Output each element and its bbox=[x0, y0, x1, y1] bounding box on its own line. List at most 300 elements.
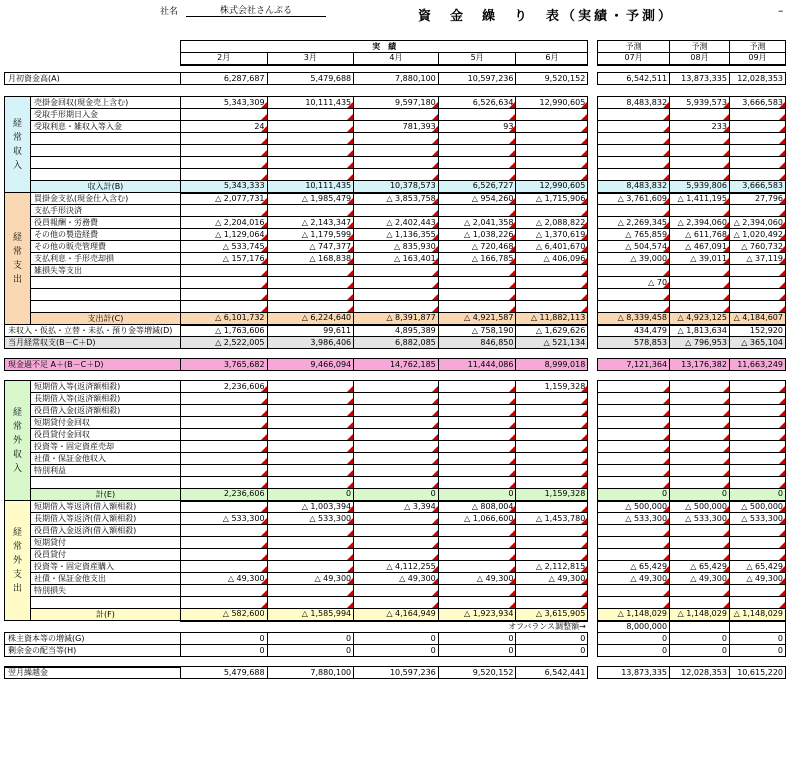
value-cell[interactable] bbox=[438, 205, 516, 217]
value-cell[interactable]: △ 533,300 bbox=[729, 513, 785, 525]
value-cell[interactable] bbox=[438, 441, 516, 453]
value-cell[interactable] bbox=[438, 405, 516, 417]
value-cell[interactable]: △ 2,143,347 bbox=[267, 217, 354, 229]
value-cell[interactable] bbox=[354, 513, 439, 525]
value-cell[interactable]: 6,542,441 bbox=[516, 667, 588, 679]
value-cell[interactable]: △ 1,411,195 bbox=[670, 193, 730, 205]
value-cell[interactable] bbox=[516, 453, 588, 465]
value-cell[interactable]: △ 1,066,600 bbox=[438, 513, 516, 525]
value-cell[interactable] bbox=[267, 265, 354, 277]
value-cell[interactable] bbox=[354, 133, 439, 145]
value-cell[interactable] bbox=[180, 301, 267, 313]
value-cell[interactable] bbox=[180, 417, 267, 429]
value-cell[interactable] bbox=[180, 169, 267, 181]
value-cell[interactable]: 0 bbox=[670, 489, 730, 501]
value-cell[interactable]: 12,990,605 bbox=[516, 181, 588, 193]
value-cell[interactable]: 8,999,018 bbox=[516, 359, 588, 371]
value-cell[interactable] bbox=[438, 169, 516, 181]
value-cell[interactable]: △ 6,224,640 bbox=[267, 313, 354, 325]
value-cell[interactable] bbox=[438, 301, 516, 313]
value-cell[interactable]: △ 533,300 bbox=[670, 513, 730, 525]
offbalance-value[interactable] bbox=[670, 621, 730, 633]
value-cell[interactable] bbox=[729, 265, 785, 277]
value-cell[interactable] bbox=[438, 393, 516, 405]
value-cell[interactable] bbox=[354, 477, 439, 489]
value-cell[interactable]: △ 582,600 bbox=[180, 609, 267, 621]
value-cell[interactable]: △ 533,300 bbox=[180, 513, 267, 525]
value-cell[interactable]: 0 bbox=[267, 633, 354, 645]
value-cell[interactable] bbox=[598, 585, 670, 597]
value-cell[interactable] bbox=[670, 157, 730, 169]
value-cell[interactable]: 11,444,086 bbox=[438, 359, 516, 371]
value-cell[interactable] bbox=[729, 109, 785, 121]
value-cell[interactable] bbox=[180, 549, 267, 561]
value-cell[interactable] bbox=[516, 205, 588, 217]
value-cell[interactable] bbox=[267, 597, 354, 609]
value-cell[interactable] bbox=[598, 453, 670, 465]
value-cell[interactable]: △ 2,077,731 bbox=[180, 193, 267, 205]
value-cell[interactable] bbox=[516, 537, 588, 549]
value-cell[interactable] bbox=[670, 169, 730, 181]
value-cell[interactable] bbox=[438, 561, 516, 573]
value-cell[interactable] bbox=[670, 597, 730, 609]
value-cell[interactable] bbox=[598, 465, 670, 477]
value-cell[interactable] bbox=[516, 549, 588, 561]
value-cell[interactable] bbox=[267, 157, 354, 169]
value-cell[interactable] bbox=[438, 549, 516, 561]
value-cell[interactable]: 6,287,687 bbox=[180, 73, 267, 85]
value-cell[interactable] bbox=[438, 265, 516, 277]
value-cell[interactable] bbox=[729, 405, 785, 417]
value-cell[interactable]: △ 70 bbox=[598, 277, 670, 289]
value-cell[interactable] bbox=[729, 597, 785, 609]
value-cell[interactable]: 152,920 bbox=[729, 325, 785, 337]
value-cell[interactable] bbox=[354, 393, 439, 405]
value-cell[interactable] bbox=[598, 477, 670, 489]
value-cell[interactable]: 24 bbox=[180, 121, 267, 133]
value-cell[interactable] bbox=[180, 585, 267, 597]
value-cell[interactable]: △ 500,000 bbox=[729, 501, 785, 513]
value-cell[interactable]: △ 504,574 bbox=[598, 241, 670, 253]
value-cell[interactable] bbox=[729, 169, 785, 181]
value-cell[interactable]: △ 3,394 bbox=[354, 501, 439, 513]
value-cell[interactable]: △ 2,088,822 bbox=[516, 217, 588, 229]
value-cell[interactable] bbox=[180, 453, 267, 465]
value-cell[interactable]: △ 954,260 bbox=[438, 193, 516, 205]
value-cell[interactable] bbox=[354, 441, 439, 453]
value-cell[interactable]: 10,378,573 bbox=[354, 181, 439, 193]
value-cell[interactable]: △ 39,000 bbox=[598, 253, 670, 265]
offbalance-value[interactable]: 8,000,000 bbox=[598, 621, 670, 633]
value-cell[interactable] bbox=[729, 133, 785, 145]
value-cell[interactable]: △ 2,402,443 bbox=[354, 217, 439, 229]
value-cell[interactable] bbox=[267, 417, 354, 429]
value-cell[interactable]: △ 760,732 bbox=[729, 241, 785, 253]
value-cell[interactable] bbox=[438, 133, 516, 145]
value-cell[interactable]: △ 2,112,815 bbox=[516, 561, 588, 573]
value-cell[interactable]: 9,520,152 bbox=[438, 667, 516, 679]
value-cell[interactable]: △ 1,813,634 bbox=[670, 325, 730, 337]
value-cell[interactable]: 0 bbox=[354, 645, 439, 657]
value-cell[interactable] bbox=[516, 429, 588, 441]
value-cell[interactable]: △ 8,391,877 bbox=[354, 313, 439, 325]
value-cell[interactable]: 6,542,511 bbox=[598, 73, 670, 85]
value-cell[interactable]: △ 4,921,587 bbox=[438, 313, 516, 325]
value-cell[interactable] bbox=[516, 277, 588, 289]
value-cell[interactable] bbox=[438, 429, 516, 441]
value-cell[interactable]: 0 bbox=[438, 489, 516, 501]
value-cell[interactable] bbox=[180, 289, 267, 301]
value-cell[interactable]: △ 49,300 bbox=[438, 573, 516, 585]
value-cell[interactable]: 14,762,185 bbox=[354, 359, 439, 371]
value-cell[interactable]: 0 bbox=[670, 645, 730, 657]
value-cell[interactable] bbox=[438, 289, 516, 301]
value-cell[interactable]: △ 1,020,492 bbox=[729, 229, 785, 241]
value-cell[interactable]: 5,939,806 bbox=[670, 181, 730, 193]
value-cell[interactable]: 0 bbox=[729, 645, 785, 657]
value-cell[interactable] bbox=[598, 525, 670, 537]
value-cell[interactable] bbox=[516, 133, 588, 145]
value-cell[interactable] bbox=[354, 289, 439, 301]
value-cell[interactable]: △ 49,300 bbox=[267, 573, 354, 585]
value-cell[interactable] bbox=[267, 301, 354, 313]
value-cell[interactable] bbox=[598, 265, 670, 277]
value-cell[interactable] bbox=[354, 381, 439, 393]
value-cell[interactable]: 0 bbox=[670, 633, 730, 645]
value-cell[interactable]: 10,597,236 bbox=[354, 667, 439, 679]
value-cell[interactable]: 5,479,688 bbox=[180, 667, 267, 679]
value-cell[interactable] bbox=[598, 549, 670, 561]
value-cell[interactable]: 7,880,100 bbox=[354, 73, 439, 85]
value-cell[interactable] bbox=[729, 277, 785, 289]
value-cell[interactable]: △ 611,768 bbox=[670, 229, 730, 241]
value-cell[interactable] bbox=[729, 289, 785, 301]
value-cell[interactable] bbox=[516, 393, 588, 405]
value-cell[interactable] bbox=[438, 277, 516, 289]
value-cell[interactable]: △ 521,134 bbox=[516, 337, 588, 349]
value-cell[interactable] bbox=[267, 549, 354, 561]
value-cell[interactable]: △ 163,401 bbox=[354, 253, 439, 265]
value-cell[interactable] bbox=[516, 109, 588, 121]
value-cell[interactable]: △ 467,091 bbox=[670, 241, 730, 253]
value-cell[interactable] bbox=[670, 405, 730, 417]
value-cell[interactable] bbox=[670, 585, 730, 597]
value-cell[interactable] bbox=[438, 465, 516, 477]
value-cell[interactable]: △ 758,190 bbox=[438, 325, 516, 337]
value-cell[interactable]: △ 533,300 bbox=[267, 513, 354, 525]
value-cell[interactable] bbox=[598, 417, 670, 429]
value-cell[interactable]: 1,159,328 bbox=[516, 381, 588, 393]
value-cell[interactable]: 10,597,236 bbox=[438, 73, 516, 85]
value-cell[interactable] bbox=[670, 393, 730, 405]
value-cell[interactable]: △ 1,453,780 bbox=[516, 513, 588, 525]
value-cell[interactable] bbox=[598, 289, 670, 301]
value-cell[interactable]: 10,111,435 bbox=[267, 97, 354, 109]
value-cell[interactable] bbox=[438, 109, 516, 121]
value-cell[interactable]: 9,466,094 bbox=[267, 359, 354, 371]
value-cell[interactable]: 0 bbox=[180, 633, 267, 645]
value-cell[interactable] bbox=[180, 537, 267, 549]
value-cell[interactable]: △ 49,300 bbox=[516, 573, 588, 585]
value-cell[interactable]: 434,479 bbox=[598, 325, 670, 337]
value-cell[interactable]: △ 39,011 bbox=[670, 253, 730, 265]
value-cell[interactable]: 0 bbox=[180, 645, 267, 657]
value-cell[interactable]: △ 500,000 bbox=[598, 501, 670, 513]
value-cell[interactable] bbox=[354, 145, 439, 157]
value-cell[interactable] bbox=[354, 157, 439, 169]
value-cell[interactable]: 0 bbox=[354, 633, 439, 645]
value-cell[interactable] bbox=[729, 381, 785, 393]
value-cell[interactable]: 7,880,100 bbox=[267, 667, 354, 679]
value-cell[interactable] bbox=[729, 393, 785, 405]
value-cell[interactable] bbox=[438, 585, 516, 597]
value-cell[interactable]: △ 720,468 bbox=[438, 241, 516, 253]
value-cell[interactable] bbox=[438, 597, 516, 609]
value-cell[interactable] bbox=[438, 145, 516, 157]
value-cell[interactable] bbox=[729, 525, 785, 537]
value-cell[interactable]: 99,611 bbox=[267, 325, 354, 337]
value-cell[interactable]: 13,873,335 bbox=[670, 73, 730, 85]
value-cell[interactable] bbox=[180, 429, 267, 441]
value-cell[interactable] bbox=[267, 205, 354, 217]
value-cell[interactable] bbox=[354, 597, 439, 609]
value-cell[interactable] bbox=[438, 381, 516, 393]
value-cell[interactable] bbox=[598, 121, 670, 133]
value-cell[interactable]: △ 157,176 bbox=[180, 253, 267, 265]
value-cell[interactable] bbox=[670, 277, 730, 289]
value-cell[interactable]: 6,882,085 bbox=[354, 337, 439, 349]
value-cell[interactable]: △ 49,300 bbox=[729, 573, 785, 585]
value-cell[interactable] bbox=[516, 465, 588, 477]
value-cell[interactable]: △ 3,853,758 bbox=[354, 193, 439, 205]
value-cell[interactable] bbox=[354, 205, 439, 217]
value-cell[interactable]: 13,873,335 bbox=[598, 667, 670, 679]
value-cell[interactable] bbox=[180, 145, 267, 157]
value-cell[interactable]: 0 bbox=[438, 645, 516, 657]
value-cell[interactable]: 27,796 bbox=[729, 193, 785, 205]
value-cell[interactable] bbox=[180, 561, 267, 573]
value-cell[interactable] bbox=[180, 157, 267, 169]
value-cell[interactable]: 93 bbox=[438, 121, 516, 133]
value-cell[interactable] bbox=[670, 145, 730, 157]
value-cell[interactable]: 6,526,727 bbox=[438, 181, 516, 193]
value-cell[interactable]: 11,663,249 bbox=[729, 359, 785, 371]
value-cell[interactable]: △ 11,882,113 bbox=[516, 313, 588, 325]
value-cell[interactable]: 578,853 bbox=[598, 337, 670, 349]
value-cell[interactable] bbox=[598, 381, 670, 393]
value-cell[interactable] bbox=[516, 265, 588, 277]
value-cell[interactable] bbox=[729, 121, 785, 133]
value-cell[interactable] bbox=[267, 429, 354, 441]
value-cell[interactable]: 2,236,606 bbox=[180, 489, 267, 501]
value-cell[interactable]: 3,986,406 bbox=[267, 337, 354, 349]
value-cell[interactable] bbox=[267, 145, 354, 157]
value-cell[interactable]: △ 365,104 bbox=[729, 337, 785, 349]
value-cell[interactable] bbox=[729, 585, 785, 597]
value-cell[interactable]: 0 bbox=[598, 633, 670, 645]
value-cell[interactable] bbox=[670, 453, 730, 465]
value-cell[interactable] bbox=[670, 301, 730, 313]
value-cell[interactable]: 0 bbox=[438, 633, 516, 645]
value-cell[interactable] bbox=[354, 169, 439, 181]
value-cell[interactable] bbox=[180, 265, 267, 277]
value-cell[interactable] bbox=[670, 549, 730, 561]
value-cell[interactable]: △ 4,184,607 bbox=[729, 313, 785, 325]
value-cell[interactable] bbox=[180, 205, 267, 217]
value-cell[interactable]: △ 4,112,255 bbox=[354, 561, 439, 573]
value-cell[interactable] bbox=[729, 429, 785, 441]
value-cell[interactable] bbox=[670, 205, 730, 217]
value-cell[interactable]: △ 65,429 bbox=[729, 561, 785, 573]
value-cell[interactable] bbox=[267, 277, 354, 289]
value-cell[interactable] bbox=[670, 465, 730, 477]
value-cell[interactable] bbox=[516, 157, 588, 169]
value-cell[interactable]: △ 533,300 bbox=[598, 513, 670, 525]
value-cell[interactable] bbox=[516, 121, 588, 133]
value-cell[interactable] bbox=[438, 453, 516, 465]
value-cell[interactable]: △ 6,401,670 bbox=[516, 241, 588, 253]
value-cell[interactable] bbox=[516, 501, 588, 513]
value-cell[interactable] bbox=[438, 417, 516, 429]
value-cell[interactable] bbox=[180, 441, 267, 453]
value-cell[interactable]: △ 3,761,609 bbox=[598, 193, 670, 205]
value-cell[interactable] bbox=[729, 477, 785, 489]
value-cell[interactable] bbox=[598, 169, 670, 181]
value-cell[interactable]: △ 2,394,060 bbox=[729, 217, 785, 229]
value-cell[interactable]: △ 1,763,606 bbox=[180, 325, 267, 337]
value-cell[interactable]: △ 1,129,064 bbox=[180, 229, 267, 241]
value-cell[interactable] bbox=[267, 465, 354, 477]
value-cell[interactable]: △ 37,119 bbox=[729, 253, 785, 265]
value-cell[interactable] bbox=[267, 585, 354, 597]
value-cell[interactable]: 6,526,634 bbox=[438, 97, 516, 109]
value-cell[interactable] bbox=[516, 477, 588, 489]
value-cell[interactable] bbox=[354, 417, 439, 429]
value-cell[interactable]: △ 1,370,619 bbox=[516, 229, 588, 241]
value-cell[interactable]: 0 bbox=[516, 645, 588, 657]
value-cell[interactable] bbox=[729, 441, 785, 453]
value-cell[interactable] bbox=[438, 477, 516, 489]
value-cell[interactable]: 0 bbox=[729, 633, 785, 645]
value-cell[interactable]: △ 1,038,226 bbox=[438, 229, 516, 241]
value-cell[interactable] bbox=[516, 405, 588, 417]
value-cell[interactable] bbox=[180, 465, 267, 477]
value-cell[interactable]: 0 bbox=[516, 633, 588, 645]
value-cell[interactable] bbox=[267, 133, 354, 145]
value-cell[interactable] bbox=[354, 301, 439, 313]
value-cell[interactable] bbox=[180, 277, 267, 289]
value-cell[interactable] bbox=[516, 169, 588, 181]
value-cell[interactable] bbox=[598, 597, 670, 609]
value-cell[interactable]: △ 2,041,358 bbox=[438, 217, 516, 229]
value-cell[interactable]: △ 8,339,458 bbox=[598, 313, 670, 325]
value-cell[interactable]: △ 747,377 bbox=[267, 241, 354, 253]
value-cell[interactable] bbox=[267, 109, 354, 121]
value-cell[interactable] bbox=[267, 169, 354, 181]
value-cell[interactable] bbox=[516, 585, 588, 597]
value-cell[interactable] bbox=[670, 289, 730, 301]
value-cell[interactable]: △ 500,000 bbox=[670, 501, 730, 513]
value-cell[interactable]: △ 1,629,626 bbox=[516, 325, 588, 337]
value-cell[interactable]: △ 49,300 bbox=[354, 573, 439, 585]
value-cell[interactable]: △ 6,101,732 bbox=[180, 313, 267, 325]
value-cell[interactable] bbox=[267, 453, 354, 465]
value-cell[interactable] bbox=[267, 393, 354, 405]
value-cell[interactable] bbox=[598, 109, 670, 121]
value-cell[interactable]: △ 168,838 bbox=[267, 253, 354, 265]
value-cell[interactable]: 0 bbox=[267, 489, 354, 501]
value-cell[interactable] bbox=[516, 441, 588, 453]
value-cell[interactable]: 8,483,832 bbox=[598, 181, 670, 193]
value-cell[interactable]: 3,666,583 bbox=[729, 97, 785, 109]
value-cell[interactable] bbox=[729, 453, 785, 465]
value-cell[interactable] bbox=[516, 597, 588, 609]
value-cell[interactable]: △ 406,096 bbox=[516, 253, 588, 265]
value-cell[interactable] bbox=[180, 393, 267, 405]
value-cell[interactable]: 13,176,382 bbox=[670, 359, 730, 371]
value-cell[interactable] bbox=[354, 277, 439, 289]
value-cell[interactable]: △ 1,985,479 bbox=[267, 193, 354, 205]
value-cell[interactable]: 3,666,583 bbox=[729, 181, 785, 193]
value-cell[interactable] bbox=[180, 109, 267, 121]
value-cell[interactable]: △ 2,204,016 bbox=[180, 217, 267, 229]
value-cell[interactable]: △ 65,429 bbox=[670, 561, 730, 573]
value-cell[interactable] bbox=[267, 525, 354, 537]
value-cell[interactable] bbox=[670, 525, 730, 537]
value-cell[interactable] bbox=[598, 405, 670, 417]
value-cell[interactable]: 3,765,682 bbox=[180, 359, 267, 371]
value-cell[interactable]: △ 765,859 bbox=[598, 229, 670, 241]
value-cell[interactable]: 8,483,832 bbox=[598, 97, 670, 109]
value-cell[interactable]: △ 49,300 bbox=[670, 573, 730, 585]
value-cell[interactable]: △ 166,785 bbox=[438, 253, 516, 265]
value-cell[interactable] bbox=[729, 465, 785, 477]
value-cell[interactable]: 0 bbox=[598, 645, 670, 657]
value-cell[interactable] bbox=[670, 429, 730, 441]
value-cell[interactable] bbox=[180, 133, 267, 145]
value-cell[interactable] bbox=[267, 381, 354, 393]
value-cell[interactable] bbox=[354, 265, 439, 277]
value-cell[interactable] bbox=[267, 477, 354, 489]
value-cell[interactable] bbox=[670, 133, 730, 145]
value-cell[interactable]: △ 808,004 bbox=[438, 501, 516, 513]
value-cell[interactable] bbox=[354, 585, 439, 597]
value-cell[interactable]: 9,520,152 bbox=[516, 73, 588, 85]
value-cell[interactable] bbox=[729, 157, 785, 169]
value-cell[interactable] bbox=[598, 157, 670, 169]
value-cell[interactable]: △ 49,300 bbox=[598, 573, 670, 585]
value-cell[interactable]: 10,111,435 bbox=[267, 181, 354, 193]
value-cell[interactable] bbox=[516, 301, 588, 313]
value-cell[interactable]: △ 796,953 bbox=[670, 337, 730, 349]
value-cell[interactable]: △ 4,923,125 bbox=[670, 313, 730, 325]
value-cell[interactable]: △ 1,148,029 bbox=[729, 609, 785, 621]
value-cell[interactable]: 5,939,573 bbox=[670, 97, 730, 109]
value-cell[interactable]: △ 1,179,599 bbox=[267, 229, 354, 241]
value-cell[interactable]: △ 2,394,060 bbox=[670, 217, 730, 229]
value-cell[interactable] bbox=[354, 429, 439, 441]
value-cell[interactable]: 5,343,333 bbox=[180, 181, 267, 193]
value-cell[interactable]: △ 835,930 bbox=[354, 241, 439, 253]
value-cell[interactable] bbox=[354, 453, 439, 465]
value-cell[interactable] bbox=[598, 145, 670, 157]
value-cell[interactable] bbox=[670, 537, 730, 549]
value-cell[interactable]: 9,597,180 bbox=[354, 97, 439, 109]
value-cell[interactable]: △ 65,429 bbox=[598, 561, 670, 573]
value-cell[interactable] bbox=[598, 133, 670, 145]
value-cell[interactable]: 0 bbox=[267, 645, 354, 657]
value-cell[interactable] bbox=[670, 441, 730, 453]
